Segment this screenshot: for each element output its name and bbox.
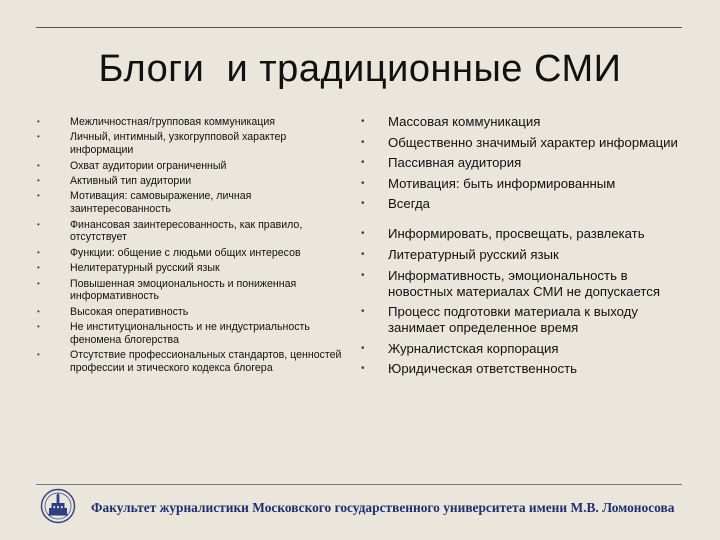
list-item: • Функции: общение с людьми общих интересов — [70, 247, 346, 260]
list-item: • Не институциональность и не индустриальность феномена блогерства — [70, 321, 346, 347]
slide-title: Блоги и традиционные СМИ — [98, 48, 622, 90]
list-item: • Общественно значимый характер информации — [388, 135, 688, 151]
list-item: • Информировать, просвещать, развлекать — [388, 226, 688, 242]
list-item: • Пассивная аудитория — [388, 155, 688, 171]
list-item: • Активный тип аудитории — [70, 175, 346, 188]
list-item: • Финансовая заинтересованность, как правило, отсутствует — [70, 219, 346, 245]
top-divider — [36, 27, 682, 28]
list-item: • Юридическая ответственность — [388, 361, 688, 377]
blogs-column — [70, 116, 346, 377]
list-item: • Нелитературный русский язык — [70, 262, 346, 275]
bottom-divider — [36, 484, 682, 485]
list-item: • Массовая коммуникация — [388, 114, 688, 130]
list-item: • Межличностная/групповая коммуникация — [70, 116, 346, 129]
list-item: • Охват аудитории ограниченный — [70, 160, 346, 173]
msu-emblem-icon — [40, 488, 76, 524]
traditional-media-column — [388, 114, 688, 382]
list-item: • Мотивация: быть информированным — [388, 176, 688, 192]
list-item: • Повышенная эмоциональность и пониженная информативность — [70, 278, 346, 304]
list-item: • Мотивация: самовыражение, личная заинтересованность — [70, 190, 346, 216]
list-item: • Высокая оперативность — [70, 306, 346, 319]
list-item: • Информативность, эмоциональность в новостных материалах СМИ не допускается — [388, 268, 688, 300]
list-item: • Личный, интимный, узкогрупповой характер информации — [70, 131, 346, 157]
list-item: • Журналистская корпорация — [388, 341, 688, 357]
list-item: • Всегда — [388, 196, 688, 212]
list-item: • Процесс подготовки материала к выходу занимает определенное время — [388, 304, 688, 336]
footer-faculty-caption: Факультет журналистики Московского государственного университета имени М.В. Ломоносова — [91, 500, 675, 515]
list-item: • Отсутствие профессиональных стандартов, ценностей профессии и этического кодекса блогера — [70, 349, 346, 375]
list-item: • Литературный русский язык — [388, 247, 688, 263]
